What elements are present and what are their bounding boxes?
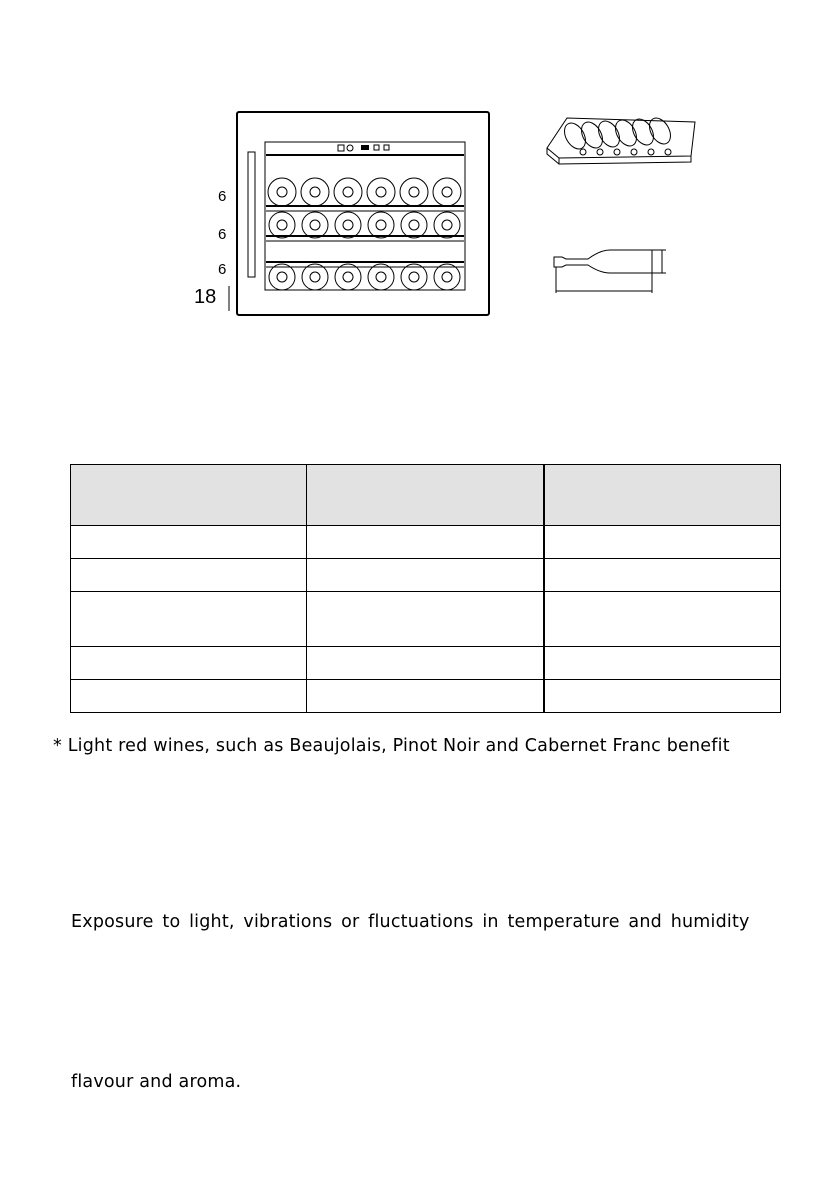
table-header-row bbox=[71, 465, 781, 526]
bottle-dimension-diagram bbox=[548, 245, 673, 300]
flavour-text: flavour and aroma. bbox=[71, 1072, 242, 1092]
table-cell bbox=[544, 592, 781, 647]
table-cell bbox=[544, 647, 781, 680]
table-header-cell bbox=[544, 465, 781, 526]
table-row bbox=[71, 647, 781, 680]
table-row bbox=[71, 592, 781, 647]
table-cell bbox=[544, 526, 781, 559]
table-header-cell bbox=[307, 465, 544, 526]
bottle-shelf-diagram bbox=[545, 108, 705, 188]
table-cell bbox=[544, 680, 781, 713]
table-cell bbox=[544, 559, 781, 592]
table-row bbox=[71, 559, 781, 592]
table-cell bbox=[71, 592, 307, 647]
table-cell bbox=[71, 559, 307, 592]
table-row bbox=[71, 526, 781, 559]
table-cell bbox=[307, 647, 544, 680]
table-row bbox=[71, 680, 781, 713]
table-cell bbox=[307, 592, 544, 647]
table-cell bbox=[307, 680, 544, 713]
exposure-text: Exposure to light, vibrations or fluctuations in temperature and humidity bbox=[71, 912, 750, 932]
table-cell bbox=[307, 526, 544, 559]
wine-cabinet-diagram bbox=[180, 110, 500, 325]
table-header-cell bbox=[71, 465, 307, 526]
table-cell bbox=[71, 647, 307, 680]
table-cell bbox=[307, 559, 544, 592]
footnote-text: * Light red wines, such as Beaujolais, Pinot Noir and Cabernet Franc benefit bbox=[53, 736, 730, 756]
total-bottle-count: 18 bbox=[194, 286, 217, 308]
table-cell bbox=[71, 680, 307, 713]
shelf-count-2: 6 bbox=[218, 226, 227, 243]
shelf-count-1: 6 bbox=[218, 188, 227, 205]
storage-temperature-table bbox=[70, 464, 781, 713]
table-cell bbox=[71, 526, 307, 559]
shelf-count-3: 6 bbox=[218, 261, 227, 278]
